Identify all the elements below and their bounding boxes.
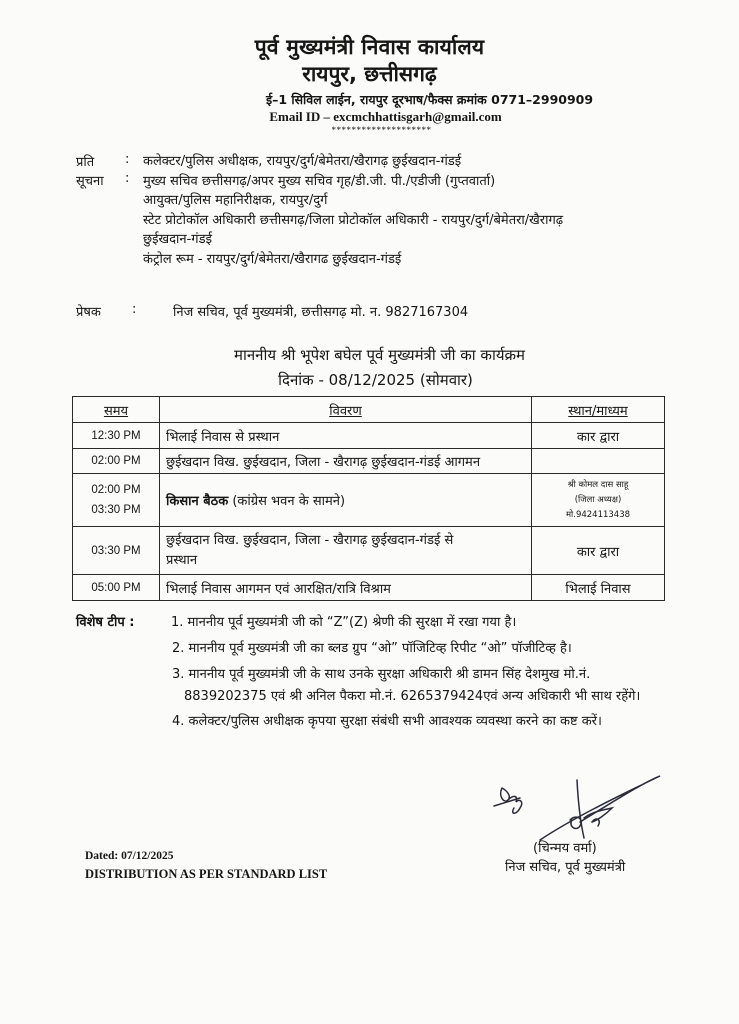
row-time <box>73 474 160 527</box>
header-time: समय <box>73 397 160 423</box>
info-line: स्टेट प्रोटोकॉल अधिकारी छत्तीसगढ़/जिला प्रोटोकॉल अधिकारी - रायपुर/दुर्ग/बेमेतरा/खैरागढ़ <box>143 212 564 228</box>
sender-label: प्रेषक <box>76 305 101 320</box>
notes-label: विशेष टीप : <box>76 615 135 630</box>
schedule-table <box>72 396 665 601</box>
to-label: प्रति <box>76 155 95 170</box>
table-row <box>73 527 665 575</box>
event-venue: (कांग्रेस भवन के सामने) <box>232 494 346 509</box>
note-item: 2. माननीय पूर्व मुख्यमंत्री जी का ब्लड ग्रुप “ओ” पॉजिटिव्ह रिपीट “ओ” पॉजीटिव्ह है। <box>172 641 572 656</box>
programme-date: दिनांक - 08/12/2025 (सोमवार) <box>278 371 473 389</box>
description-line: छुईखदान विख. छुईखदान, जिला - खैरागढ़ छुईखदान-गंडई से <box>166 532 454 548</box>
row-time: 02:00 PM <box>73 449 160 474</box>
to-value: कलेक्टर/पुलिस अधीक्षक, रायपुर/दुर्ग/बेमेतरा/खैरागढ़ छुईखदान-गंडई <box>143 154 462 169</box>
row-place: भिलाई निवास <box>532 575 665 601</box>
row-description: भिलाई निवास आगमन एवं आरक्षित/रात्रि विश्राम <box>160 575 532 601</box>
info-colon: : <box>125 171 130 186</box>
dated-line: Dated: 07/12/2025 <box>85 850 174 862</box>
time-start: 02:00 PM <box>91 484 141 496</box>
sender-value: निज सचिव, पूर्व मुख्यमंत्री, छत्तीसगढ़ मो. न. 9827167304 <box>173 305 469 320</box>
row-description <box>160 474 532 527</box>
office-city: रायपुर, छत्तीसगढ़ <box>302 62 437 86</box>
sender-colon: : <box>132 302 137 317</box>
row-description: छुईखदान विख. छुईखदान, जिला - खैरागढ़ छुईखदान-गंडई आगमन <box>160 449 532 474</box>
info-line: कंट्रोल रूम - रायपुर/दुर्ग/बेमेतरा/खैरागढ छुईखदान-गंडई <box>143 251 402 267</box>
note-item: 3. माननीय पूर्व मुख्यमंत्री जी के साथ उनके सुरक्षा अधिकारी श्री डामन सिंह देशमुख मो.नं. <box>172 667 591 682</box>
contact-phone: मो.9424113438 <box>565 509 631 520</box>
contact-name: श्री कोमल दास साहू <box>567 479 629 490</box>
row-place <box>532 474 665 527</box>
table-row <box>73 474 665 527</box>
row-time: 03:30 PM <box>73 527 160 575</box>
note-item: 4. कलेक्टर/पुलिस अधीक्षक कृपया सुरक्षा संबंधी सभी आवश्यक व्यवस्था करने का कष्ट करें। <box>172 714 602 729</box>
event-name: किसान बैठक <box>166 494 229 509</box>
signatory-name: (चिन्मय वर्मा) <box>533 841 597 856</box>
office-address: ई–1 सिविल लाईन, रायपुर दूरभाष/फैक्स क्रमांक 0771–2990909 <box>265 92 594 107</box>
info-line: मुख्य सचिव छत्तीसगढ़/अपर मुख्य सचिव गृह/डी.जी. पी./एडीजी (गुप्तवार्ता) <box>143 173 496 189</box>
header-separator: ******************** <box>331 125 432 135</box>
row-place: कार द्वारा <box>532 423 665 449</box>
info-label: सूचना <box>76 174 104 189</box>
office-title: पूर्व मुख्यमंत्री निवास कार्यालय <box>254 35 485 59</box>
description-line: प्रस्थान <box>166 552 198 568</box>
note-item-continued: 8839202375 एवं श्री अनिल पैकरा मो.नं. 6265379424एवं अन्य अधिकारी भी साथ रहेंगे। <box>184 689 641 704</box>
note-item: 1. माननीय पूर्व मुख्यमंत्री जी को “Z”(Z) श्रेणी की सुरक्षा में रखा गया है। <box>171 615 517 630</box>
row-time: 12:30 PM <box>73 423 160 449</box>
distribution-line: DISTRIBUTION AS PER STANDARD LIST <box>85 867 328 881</box>
header-place: स्थान/माध्यम <box>532 397 665 423</box>
signatory-designation: निज सचिव, पूर्व मुख्यमंत्री <box>505 860 626 875</box>
row-time: 05:00 PM <box>73 575 160 601</box>
row-description <box>160 527 532 575</box>
info-line: छुईखदान-गंडई <box>143 232 212 247</box>
time-end: 03:30 PM <box>91 504 141 516</box>
table-row <box>73 449 665 474</box>
to-colon: : <box>125 152 130 167</box>
table-row <box>73 575 665 601</box>
recipient-block <box>143 152 563 269</box>
office-email: Email ID – excmchhattisgarh@gmail.com <box>269 109 502 124</box>
header-description: विवरण <box>160 397 532 423</box>
row-place-empty <box>532 449 665 474</box>
table-header-row <box>73 397 665 423</box>
row-place: कार द्वारा <box>532 527 665 575</box>
programme-title: माननीय श्री भूपेश बघेल पूर्व मुख्यमंत्री जी का कार्यक्रम <box>233 346 526 364</box>
info-line: आयुक्त/पुलिस महानिरीक्षक, रायपुर/दुर्ग <box>143 193 328 208</box>
contact-role: (जिला अध्यक्ष) <box>574 494 622 505</box>
table-row <box>73 423 665 449</box>
row-description: भिलाई निवास से प्रस्थान <box>160 423 532 449</box>
